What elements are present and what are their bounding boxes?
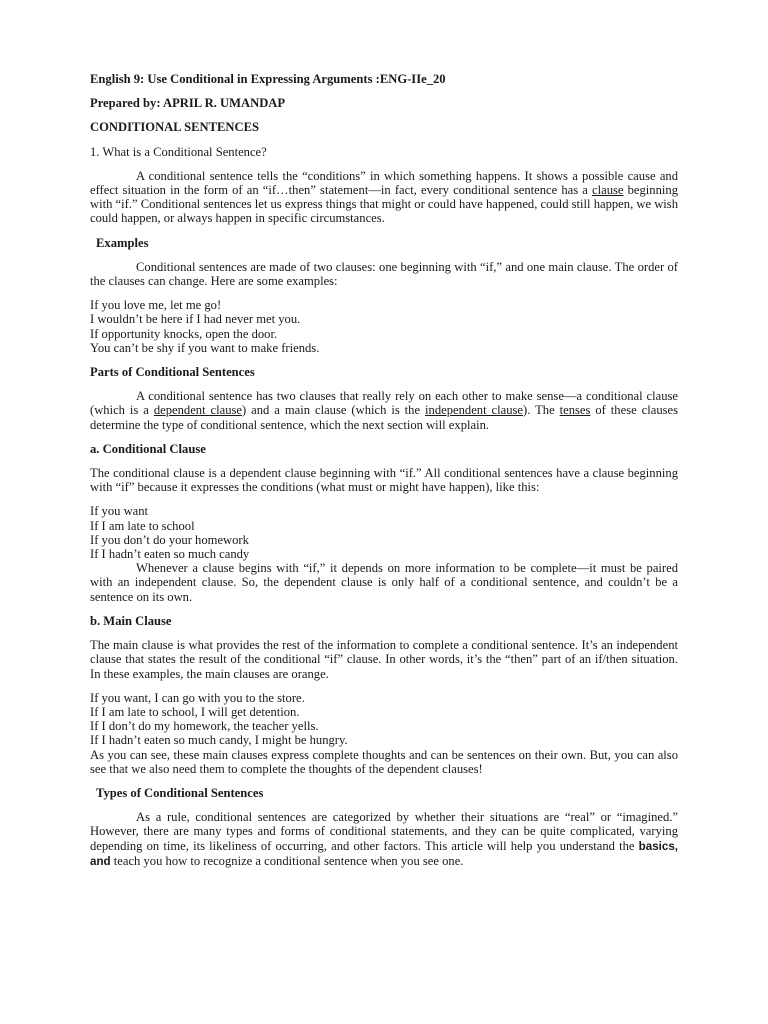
types-paragraph <box>90 810 678 869</box>
question-heading: 1. What is a Conditional Sentence? <box>90 144 267 159</box>
list-item: If you don’t do your homework <box>90 532 249 547</box>
main-clause-heading: b. Main Clause <box>90 613 172 628</box>
definition-paragraph <box>90 169 678 226</box>
list-item: If I don’t do my homework, the teacher yells. <box>90 719 319 734</box>
list-item: If I am late to school <box>90 518 195 533</box>
list-item: If I am late to school, I will get detention. <box>90 704 300 719</box>
text-run: of these clauses determine the type of conditional sentence, which the next section will explain. <box>90 403 679 432</box>
parts-heading: Parts of Conditional Sentences <box>90 365 255 380</box>
conditional-clause-list <box>90 504 678 561</box>
list-item: If you love me, let me go! <box>90 298 222 313</box>
independent-clause-link[interactable]: independent clause <box>425 403 524 418</box>
examples-heading: Examples <box>96 235 149 250</box>
main-clause-intro: The main clause is what provides the rest of the information to complete a conditional sentence. It’s an independent clause that states the result of the conditional “if” clause. In other words, it’s the “then” part of an if/then situation. In these examples, the main clauses are orange. <box>90 638 678 681</box>
list-item: You can’t be shy if you want to make friends. <box>90 340 320 355</box>
list-item: If you want <box>90 504 149 519</box>
text-run: beginning with “if.” Conditional sentences let us express things that might or could have happened, could still happen, we wish could happen, or always happen in specific circumstances. <box>90 183 678 226</box>
conditional-clause-intro: The conditional clause is a dependent clause beginning with “if.” All conditional sentences have a clause beginning with “if” because it expresses the conditions (what must or might have happen), like this: <box>90 466 678 495</box>
conditional-clause-heading: a. Conditional Clause <box>90 441 206 456</box>
list-item: If I hadn’t eaten so much candy, I might be hungry. <box>90 733 348 748</box>
dependent-clause-link[interactable]: dependent clause <box>153 403 243 418</box>
basics-emphasis: basics, and <box>90 839 678 868</box>
text-run: A conditional sentence tells the “conditions” in which something happens. It shows a possible cause and effect situation in the form of an “if…then” statement—in fact, every conditional sentence has a <box>90 168 678 198</box>
list-item: If I hadn’t eaten so much candy <box>90 547 250 562</box>
text-run: ). The <box>523 403 560 418</box>
examples-intro: Conditional sentences are made of two clauses: one beginning with “if,” and one main clause. The order of the clauses can change. Here are some examples: <box>90 259 678 289</box>
document-page <box>90 72 678 869</box>
course-title: English 9: Use Conditional in Expressing Arguments :ENG-IIe_20 <box>90 72 446 86</box>
text-run: ) and a main clause (which is the <box>242 403 426 418</box>
tenses-link[interactable]: tenses <box>559 403 591 418</box>
text-run: teach you how to recognize a conditional sentence when you see one. <box>110 853 464 868</box>
main-clause-list <box>90 691 678 748</box>
prepared-by: Prepared by: APRIL R. UMANDAP <box>90 96 286 111</box>
text-run: A conditional sentence has two clauses that really rely on each other to make sense—a conditional clause (which is a <box>90 389 678 418</box>
text-run: As a rule, conditional sentences are categorized by whether their situations are “real” or “imagined.” However, there are many types and forms of conditional statements, and they can be quite complicated, varying depending on time, its likeliness of occurring, and other factors. This article will help you understand the <box>90 810 678 853</box>
list-item: If you want, I can go with you to the store. <box>90 690 305 705</box>
list-item: I wouldn’t be here if I had never met you. <box>90 312 301 327</box>
examples-list <box>90 298 678 355</box>
types-heading: Types of Conditional Sentences <box>96 785 264 800</box>
clause-link[interactable]: clause <box>592 183 624 198</box>
main-clause-followup: As you can see, these main clauses express complete thoughts and can be sentences on their own. But, you can also see that we also need them to complete the thoughts of the dependent clauses! <box>90 747 678 776</box>
doc-title: CONDITIONAL SENTENCES <box>90 120 260 135</box>
list-item: If opportunity knocks, open the door. <box>90 326 278 341</box>
conditional-clause-followup: Whenever a clause begins with “if,” it depends on more information to be complete—it must be paired with an independent clause. So, the dependent clause is only half of a conditional sentence, and couldn’t be a sentence on its own. <box>90 561 678 604</box>
parts-paragraph <box>90 389 678 432</box>
